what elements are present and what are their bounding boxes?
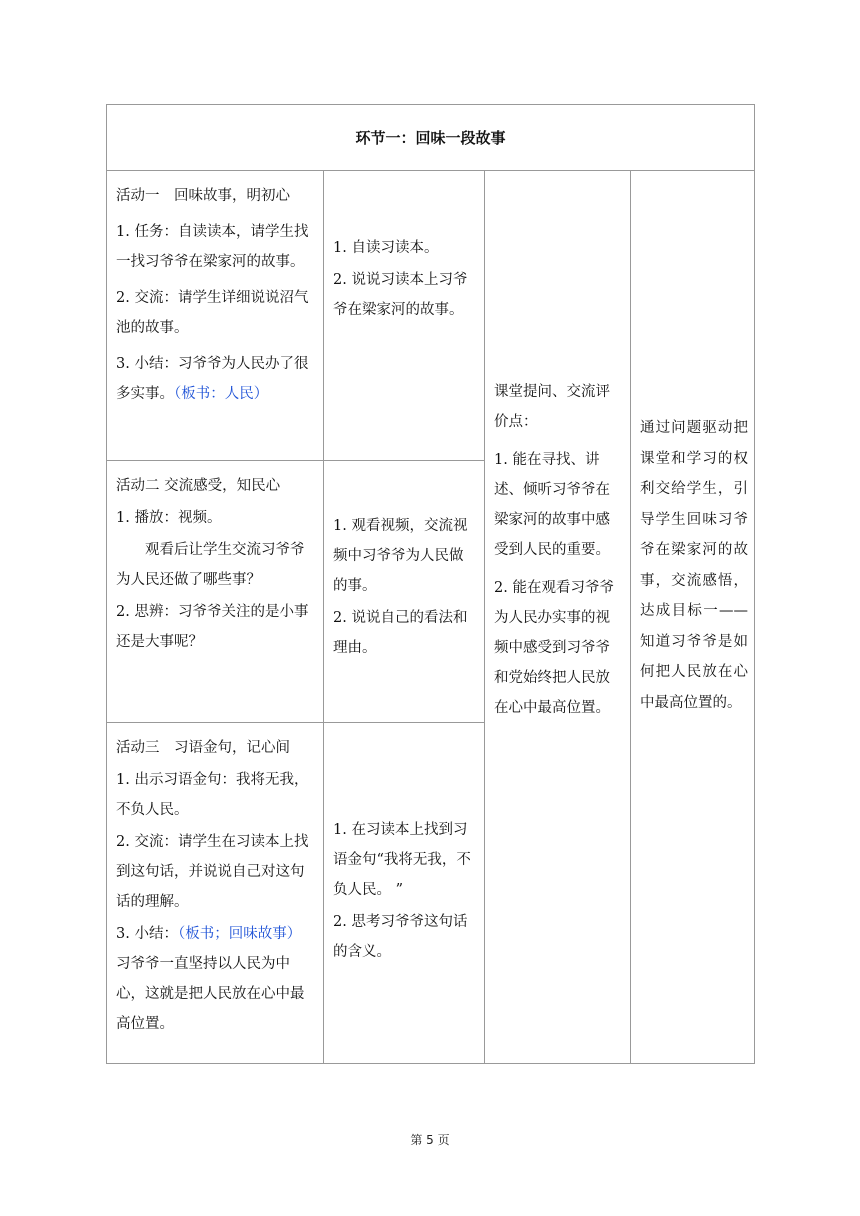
activity-2-item-2: 观看后让学生交流习爷爷为人民还做了哪些事？ <box>116 542 305 588</box>
activity-2-student-1: 1. 观看视频，交流视频中习爷爷为人民做的事。 <box>333 518 468 594</box>
activity-1-item-2: 2. 交流：请学生详细说说沼气池的故事。 <box>116 290 309 336</box>
activity-1-student-cell <box>324 171 485 461</box>
activity-1-item-1: 1. 任务：自读读本，请学生找一找习爷爷在梁家河的故事。 <box>116 224 309 270</box>
section-title: 环节一：回味一段故事 <box>107 105 755 171</box>
activity-2-student-cell <box>324 461 485 723</box>
activity-1-teacher-cell <box>107 171 324 461</box>
activity-3-teacher-cell <box>107 723 324 1064</box>
activity-3-item-2: 2. 交流：请学生在习读本上找到这句话，并说说自己对这句话的理解。 <box>116 834 309 910</box>
activity-3-title: 活动三 习语金句，记心间 <box>116 740 290 756</box>
activity-3-item-3: 3. 小结：（板书；回味故事）习爷爷一直坚持以人民为中心，这就是把人民放在心中最高位置。 <box>116 926 305 1032</box>
activity-2-item-3: 2. 思辨：习爷爷关注的是小事还是大事呢？ <box>116 604 309 650</box>
lesson-plan-table <box>106 104 755 1064</box>
activity-3-student-cell <box>324 723 485 1064</box>
evaluation-cell <box>485 171 631 1064</box>
board-note-story: （板书；回味故事） <box>177 926 302 942</box>
evaluation-point-1: 1. 能在寻找、讲述、倾听习爷爷在梁家河的故事中感受到人民的重要。 <box>494 452 610 558</box>
board-note-people: （板书：人民） <box>174 386 269 402</box>
activity-1-item-3: 3. 小结：习爷爷为人民办了很多实事。（板书：人民） <box>116 356 309 402</box>
page-number: 第 5 页 <box>410 1133 450 1147</box>
activity-2-teacher-cell <box>107 461 324 723</box>
activity-3-student-1: 1. 在习读本上找到习语金句“我将无我，不负人民。 ” <box>333 822 471 898</box>
design-intent-text: 通过问题驱动把课堂和学习的权利交给学生，引导学生回味习爷爷在梁家河的故事，交流感悟，达成目标一——知道习爷爷是如何把人民放在心中最高位置的。 <box>640 420 749 711</box>
activity-1-student-1: 1. 自读习读本。 <box>333 240 439 256</box>
activity-1-title: 活动一 回味故事，明初心 <box>116 188 290 204</box>
activity-2-item-1: 1. 播放：视频。 <box>116 510 222 526</box>
activity-3-item-1: 1. 出示习语金句：我将无我，不负人民。 <box>116 772 309 818</box>
activity-2-title: 活动二 交流感受，知民心 <box>116 478 281 494</box>
evaluation-heading: 课堂提问、交流评价点： <box>494 384 610 430</box>
evaluation-point-2: 2. 能在观看习爷爷为人民办实事的视频中感受到习爷爷和党始终把人民放在心中最高位置。 <box>494 580 614 716</box>
activity-3-student-2: 2. 思考习爷爷这句话的含义。 <box>333 914 468 960</box>
activity-2-student-2: 2. 说说自己的看法和理由。 <box>333 610 468 656</box>
activity-1-student-2: 2. 说说习读本上习爷爷在梁家河的故事。 <box>333 272 468 318</box>
design-intent-cell <box>631 171 755 1064</box>
